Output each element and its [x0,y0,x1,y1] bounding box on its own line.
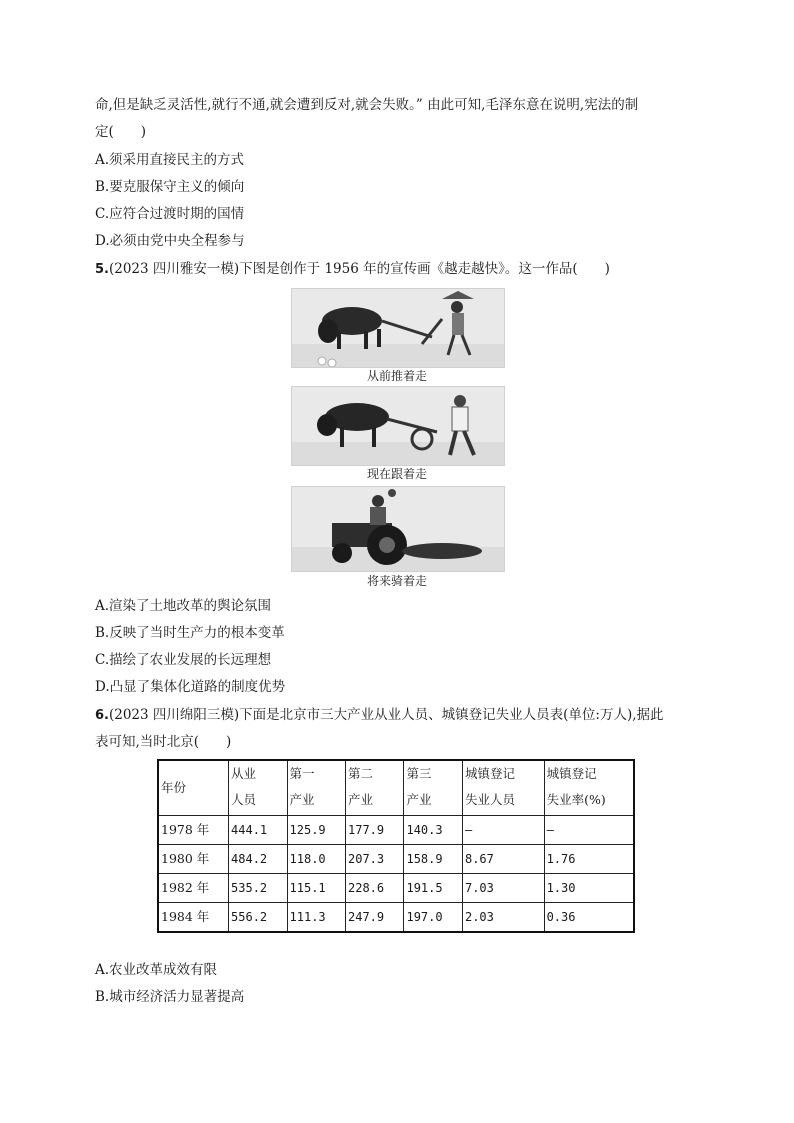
table-cell: 535.2 [229,874,287,903]
q6-stem [95,705,664,726]
table-cell: 115.1 [287,874,345,903]
table-cell: 7.03 [462,874,544,903]
table-cell: 177.9 [346,816,404,845]
q6-option-a: A.农业改革成效有限 [95,962,218,978]
table-row [158,816,634,845]
q6-number: 6. [95,708,109,723]
header-year: 年份 [158,760,229,816]
poster-panel-past [291,288,505,368]
poster-panel-present [291,386,505,466]
q6-stem-line2: 表可知,当时北京( ) [95,734,232,750]
table-cell: 1.76 [544,845,634,874]
table-cell: 0.36 [544,903,634,933]
table-cell: 484.2 [229,845,287,874]
header-primary: 第一 产业 [287,760,345,816]
table-header-row [158,760,634,816]
caption-past: 从前推着走 [366,369,427,383]
employment-table [157,759,635,933]
table-row [158,874,634,903]
table-cell: 1.30 [544,874,634,903]
q4-option-d: D.必须由党中央全程参与 [95,233,245,249]
q5-option-c: C.描绘了农业发展的长远理想 [95,652,272,668]
tractor-illustration [292,487,504,571]
table-cell: 158.9 [404,845,462,874]
table-cell: 191.5 [404,874,462,903]
table-cell: 8.67 [462,845,544,874]
horse-plow-illustration [292,387,504,465]
table-cell: 125.9 [287,816,345,845]
q6-option-b: B.城市经济活力显著提高 [95,989,245,1005]
q5-stem [95,259,610,280]
table-cell: 228.6 [346,874,404,903]
table-cell: 1982 年 [158,874,229,903]
table-cell: 1980 年 [158,845,229,874]
q4-option-a: A.须采用直接民主的方式 [95,152,245,168]
q6-stem-text: (2023 四川绵阳三模)下面是北京市三大产业从业人员、城镇登记失业人员表(单位:万人),据此 [108,707,664,723]
q4-option-c: C.应符合过渡时期的国情 [95,206,245,222]
header-unemployed: 城镇登记 失业人员 [462,760,544,816]
q4-stem-line1: 命,但是缺乏灵活性,就行不通,就会遭到反对,就会失败。” 由此可知,毛泽东意在说明,宪法的制 [95,97,639,113]
table-cell: 1984 年 [158,903,229,933]
table-cell: 247.9 [346,903,404,933]
table-cell: 2.03 [462,903,544,933]
caption-present: 现在跟着走 [366,467,427,481]
table-cell: 197.0 [404,903,462,933]
caption-future: 将来骑着走 [366,574,427,588]
header-employed: 从业 人员 [229,760,287,816]
poster-panel-future [291,486,505,572]
table-cell: 556.2 [229,903,287,933]
table-cell: 111.3 [287,903,345,933]
table-cell: — [462,816,544,845]
table-row [158,903,634,933]
ox-plow-illustration [292,289,504,367]
header-unemployment-rate: 城镇登记 失业率(%) [544,760,634,816]
q4-stem-line2: 定( ) [95,124,147,140]
header-tertiary: 第三 产业 [404,760,462,816]
q4-option-b: B.要克服保守主义的倾向 [95,179,245,195]
table-cell: — [544,816,634,845]
table-cell: 118.0 [287,845,345,874]
q5-option-d: D.凸显了集体化道路的制度优势 [95,679,286,695]
q5-number: 5. [95,262,109,277]
q5-stem-text: (2023 四川雅安一模)下图是创作于 1956 年的宣传画《越走越快》。这一作品( ) [108,261,610,277]
table-cell: 1978 年 [158,816,229,845]
table-cell: 444.1 [229,816,287,845]
header-secondary: 第二 产业 [346,760,404,816]
q5-option-a: A.渲染了土地改革的舆论氛围 [95,598,272,614]
table-cell: 207.3 [346,845,404,874]
table-cell: 140.3 [404,816,462,845]
q5-option-b: B.反映了当时生产力的根本变革 [95,625,285,641]
table-row [158,845,634,874]
